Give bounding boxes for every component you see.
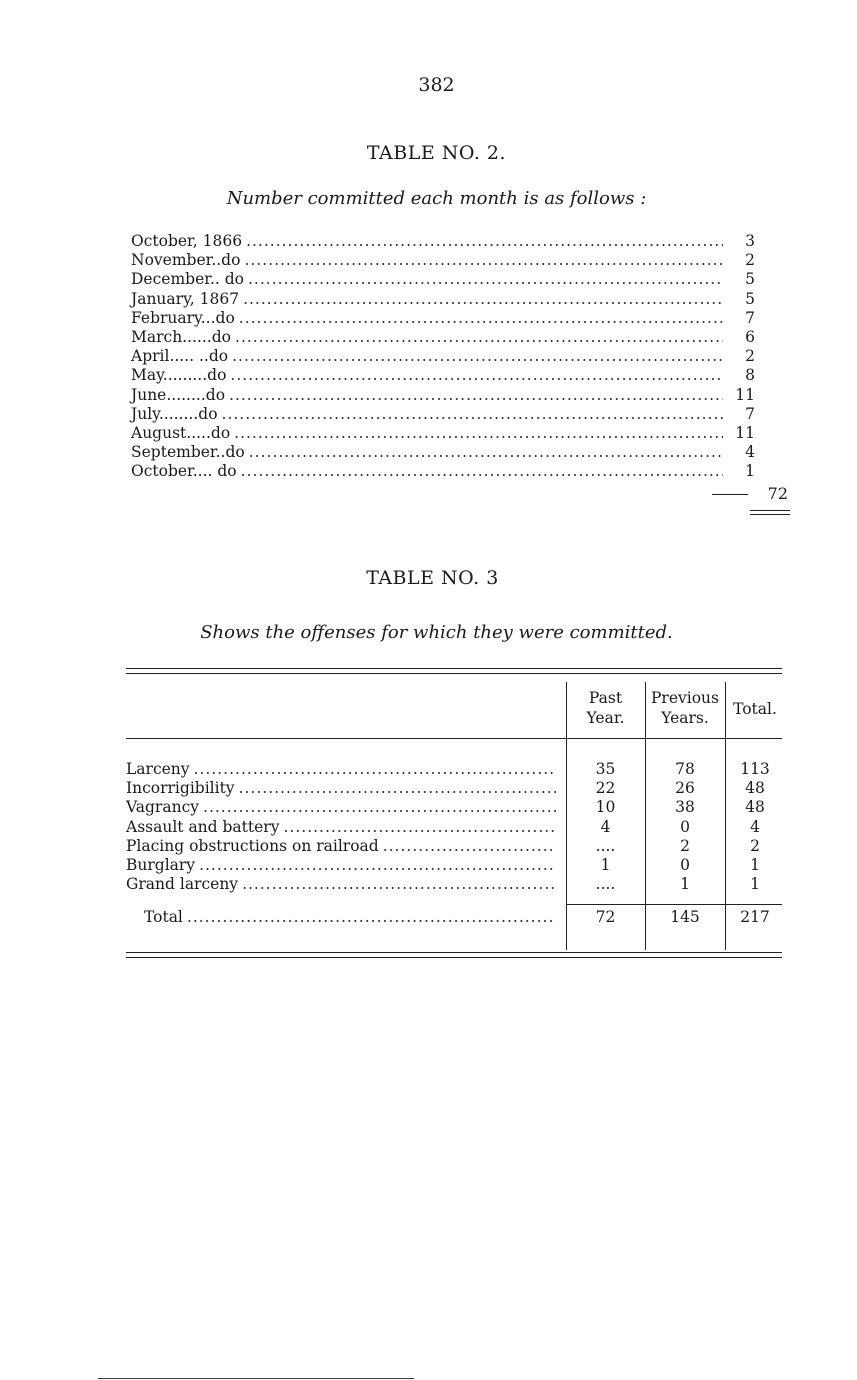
- totals-total: 217: [740, 908, 770, 926]
- totals-label: Total: [144, 908, 183, 926]
- offense-row: [126, 875, 782, 894]
- past-year-value: ....: [595, 875, 616, 894]
- dot-leader: [203, 798, 556, 817]
- month-count: 1: [745, 462, 755, 481]
- offense-row: [126, 798, 782, 817]
- month-label: December.. do: [131, 270, 244, 289]
- month-label: July........do: [131, 404, 218, 423]
- header-rule: [126, 738, 782, 739]
- month-count: 3: [745, 232, 755, 250]
- table-2-subtitle: Number committed each month is as follows :: [226, 188, 647, 209]
- month-label: October.... do: [131, 462, 237, 481]
- dot-leader: [187, 908, 556, 927]
- monthly-commitments-list: [131, 232, 755, 481]
- total-value: 48: [745, 779, 765, 798]
- offense-label-cell: [126, 779, 560, 798]
- offense-label: Burglary: [126, 856, 196, 874]
- total-value: 113: [740, 760, 770, 778]
- offenses-table: [126, 668, 782, 960]
- month-label: November..do: [131, 251, 241, 270]
- total-value: 1: [750, 875, 760, 894]
- dot-leader: [283, 818, 556, 837]
- month-row: [131, 328, 755, 347]
- past-year-value: 22: [595, 779, 616, 798]
- dot-leader: [222, 405, 723, 424]
- offense-label-cell: [126, 798, 560, 817]
- offense-label-cell: [126, 837, 560, 856]
- total-value: 1: [750, 856, 760, 874]
- month-count: 5: [745, 289, 755, 308]
- column-header-total: Total.: [733, 700, 777, 718]
- month-label: March......do: [131, 327, 232, 346]
- offense-label: Larceny: [126, 760, 190, 778]
- dot-leader: [243, 290, 723, 309]
- offense-label-cell: [126, 818, 560, 837]
- table-top-rule: [126, 668, 782, 674]
- offense-row: [126, 837, 782, 856]
- dot-leader: [383, 837, 556, 856]
- previous-years-value: 26: [675, 779, 695, 798]
- table-bottom-rule: [126, 952, 782, 958]
- monthly-total-value: 72: [767, 484, 788, 503]
- header-line: Years.: [661, 709, 709, 727]
- month-row: [131, 309, 755, 328]
- month-label: February...do: [131, 308, 235, 327]
- month-count: 4: [745, 443, 755, 462]
- previous-years-value: 1: [680, 875, 690, 894]
- totals-label-cell: [126, 908, 560, 927]
- dot-leader: [249, 443, 723, 462]
- dot-leader: [234, 424, 723, 443]
- past-year-value: ....: [595, 836, 616, 855]
- dot-leader: [235, 328, 723, 347]
- sum-rule: [566, 904, 782, 905]
- offense-label: Assault and battery: [126, 817, 280, 836]
- month-row: [131, 232, 755, 251]
- offense-label: Incorrigibility: [126, 779, 235, 798]
- dot-leader: [232, 347, 723, 366]
- previous-years-value: 78: [675, 760, 695, 778]
- offense-row: [126, 760, 782, 779]
- month-row: [131, 405, 755, 424]
- month-count: 8: [745, 366, 755, 385]
- monthly-total: [712, 484, 792, 518]
- dot-leader: [194, 760, 556, 779]
- total-value: 48: [745, 798, 765, 817]
- dot-leader: [241, 462, 723, 481]
- month-row: [131, 424, 755, 443]
- table-3-subtitle: Shows the offenses for which they were committed.: [200, 622, 673, 643]
- offense-row: [126, 856, 782, 875]
- dot-leader: [242, 875, 556, 894]
- dot-leader: [229, 386, 723, 405]
- page-number: 382: [418, 74, 455, 96]
- previous-years-value: 0: [680, 856, 690, 874]
- previous-years-value: 38: [675, 798, 695, 817]
- column-header-previous-years: [645, 688, 725, 728]
- totals-previous-years: 145: [670, 908, 700, 926]
- month-count: 2: [745, 347, 755, 366]
- month-row: [131, 347, 755, 366]
- dot-leader: [239, 779, 556, 798]
- totals-past-year: 72: [595, 908, 616, 926]
- header-line: Previous: [651, 689, 719, 707]
- offense-label-cell: [126, 760, 560, 779]
- month-label: September..do: [131, 443, 245, 462]
- table-3-title: TABLE NO. 3: [366, 567, 499, 589]
- header-line: Past: [588, 689, 623, 707]
- offense-label: Grand larceny: [126, 875, 239, 894]
- month-row: [131, 366, 755, 385]
- month-count: 6: [745, 327, 755, 346]
- footer-rule: [98, 1378, 414, 1379]
- month-row: [131, 386, 755, 405]
- total-value: 2: [750, 836, 760, 855]
- month-count: 11: [735, 423, 755, 442]
- total-double-rule: [750, 510, 790, 515]
- dot-leader: [239, 309, 723, 328]
- previous-years-value: 0: [680, 817, 690, 836]
- month-count: 11: [735, 385, 755, 404]
- month-label: August.....do: [131, 423, 231, 442]
- offense-label-cell: [126, 875, 560, 894]
- dot-leader: [244, 251, 723, 270]
- total-value: 4: [750, 817, 760, 836]
- month-row: [131, 251, 755, 270]
- month-row: [131, 462, 755, 481]
- month-count: 5: [745, 270, 755, 289]
- past-year-value: 10: [595, 798, 616, 817]
- month-row: [131, 270, 755, 289]
- month-label: May.........do: [131, 366, 227, 385]
- offense-row: [126, 818, 782, 837]
- dot-leader: [199, 856, 556, 875]
- column-header-past-year: [566, 688, 645, 728]
- month-row: [131, 443, 755, 462]
- offense-label: Vagrancy: [126, 798, 200, 817]
- month-count: 7: [745, 404, 755, 423]
- month-count: 7: [745, 308, 755, 327]
- month-count: 2: [745, 251, 755, 270]
- past-year-value: 1: [600, 856, 611, 874]
- previous-years-value: 2: [680, 836, 690, 855]
- offense-label-cell: [126, 856, 560, 875]
- month-label: October, 1866: [131, 232, 243, 250]
- header-line: Year.: [586, 709, 625, 727]
- past-year-value: 35: [595, 760, 616, 778]
- offense-label: Placing obstructions on railroad: [126, 836, 379, 855]
- total-dash: [712, 494, 748, 495]
- offense-row: [126, 779, 782, 798]
- month-row: [131, 290, 755, 309]
- past-year-value: 4: [600, 817, 611, 836]
- month-label: April..... ..do: [131, 347, 229, 366]
- month-label: January, 1867: [131, 289, 240, 308]
- dot-leader: [248, 270, 723, 289]
- table-2-title: TABLE NO. 2.: [366, 142, 507, 164]
- totals-row: [126, 908, 782, 927]
- dot-leader: [230, 366, 723, 385]
- dot-leader: [246, 232, 723, 251]
- month-label: June........do: [131, 385, 226, 404]
